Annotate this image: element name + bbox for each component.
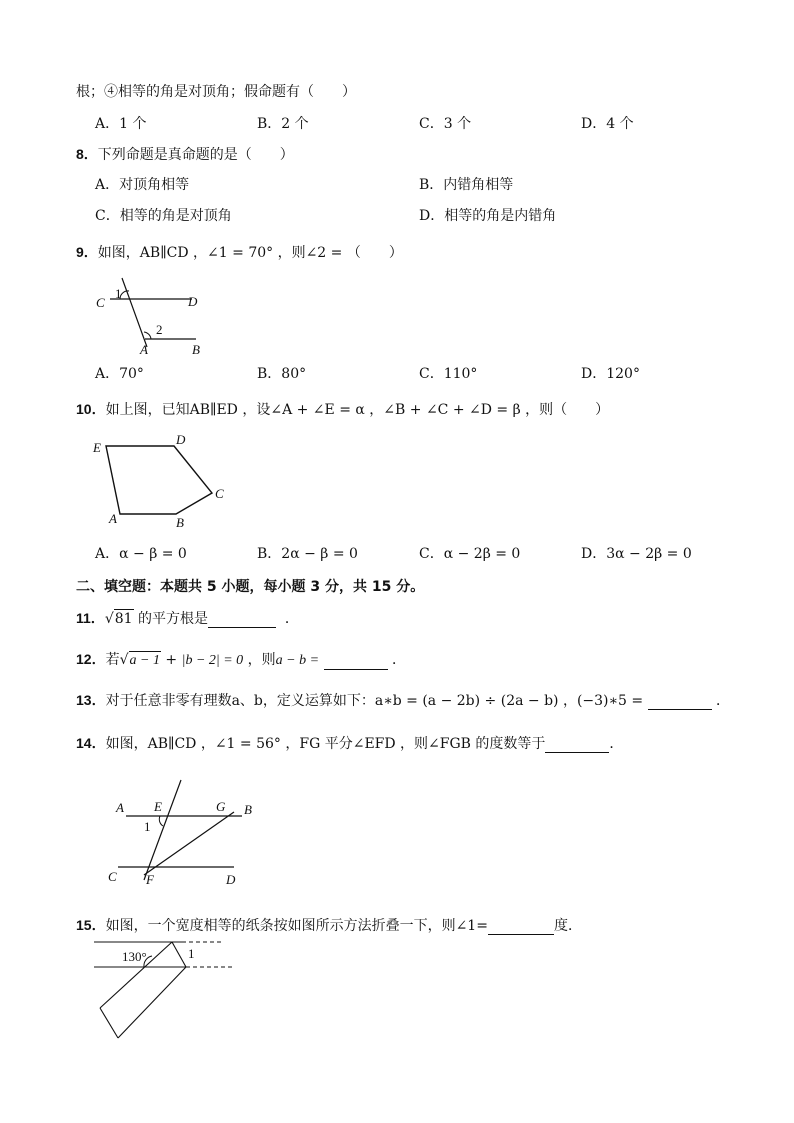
q12-expr: a − b = [275,653,320,668]
q7-option-b[interactable]: B．2 个 [257,116,309,132]
q11-number: 11． [76,610,105,626]
q7-stem-tail: 根；④相等的角是对顶角；假命题有（ ） [76,84,356,100]
q14-angle-1-arc [159,816,163,826]
q13-stem [76,691,730,710]
q10-label-d: D [176,432,186,447]
q10-figure [88,430,238,535]
q10-option-b[interactable]: B．2α − β = 0 [257,546,358,562]
q8-text: 下列命题是真命题的是（ ） [97,147,294,163]
q10-number: 10． [76,401,106,417]
q11-radical-sign: √ [104,611,114,627]
q11-text: 的平方根是 [138,611,209,627]
q12-radicand: a − 1 [129,653,160,668]
q9-label-2: 2 [156,322,163,337]
q12-stem: 12．若√a − 1 + |b − 2| = 0 ，则a − b = ． [76,651,406,668]
q13-text: 对于任意非零有理数a、b，定义运算如下：a∗b = (a − 2b) ÷ (2a − b) ，(−3)∗5 = [105,693,644,709]
q15-stem [76,916,582,935]
q9-option-d[interactable]: D．120° [581,366,640,382]
q13-end: ． [716,693,731,709]
q14-label-c: C [108,869,117,884]
q9-label-c: C [96,295,105,310]
q15-folded-end [100,1008,118,1038]
q9-label-b: B [192,342,200,357]
q14-end: ． [609,736,624,752]
q15-figure [88,934,248,1046]
q12-number: 12． [76,651,106,667]
q13-number: 13． [76,692,106,708]
q10-label-e: E [93,440,101,455]
q14-label-1: 1 [144,819,151,834]
q8-option-d[interactable]: D．相等的角是内错角 [419,208,557,224]
q7-option-d[interactable]: D．4 个 [581,116,634,132]
q8-option-b[interactable]: B．内错角相等 [419,177,514,193]
q8-number: 8． [76,146,98,162]
q12-radical-sign: √ [119,652,129,668]
q14-label-g: G [216,799,226,814]
q10-text: 如上图，已知AB∥ED ，设∠A + ∠E = α ，∠B + ∠C + ∠D = β ，则（ ） [105,402,610,418]
q9-label-1: 1 [115,286,122,301]
q10-option-d[interactable]: D．3α − 2β = 0 [581,546,692,562]
q15-number: 15． [76,917,106,933]
q10-label-c: C [215,486,224,501]
q13-answer-blank[interactable] [648,695,712,710]
q10-label-a: A [109,511,117,526]
q15-text: 如图，一个宽度相等的纸条按如图所示方法折叠一下，则∠1= [105,918,488,934]
q15-answer-blank[interactable] [488,920,554,935]
q9-option-c[interactable]: C．110° [419,366,478,382]
q9-number: 9． [76,244,98,260]
q8-option-c[interactable]: C．相等的角是对顶角 [95,208,232,224]
q14-number: 14． [76,735,106,751]
q14-figure [100,775,270,890]
q11-radicand: 81 [114,611,133,627]
q15-label-1: 1 [188,946,195,961]
q10-label-b: B [176,515,184,530]
q12-answer-blank[interactable] [324,655,388,670]
q15-fold-line [172,942,186,967]
q9-label-d: D [188,294,198,309]
q12-pre: 若 [105,652,120,668]
q9-text: 如图，AB∥CD ，∠1 = 70° ，则∠2 = （ ） [97,245,403,261]
q14-label-d: D [226,872,236,887]
q7-option-a[interactable]: A．1 个 [95,116,147,132]
q12-end: ． [391,652,406,668]
q7-option-c[interactable]: C．3 个 [419,116,472,132]
q9-angle-2-arc [144,332,151,339]
q9-transversal [122,278,147,347]
q10-pentagon [106,446,212,514]
q9-label-a: A [140,342,148,357]
q11-answer-blank[interactable] [208,613,276,628]
q12-mid: ，则 [247,652,276,668]
q8-stem [76,145,294,164]
q11-stem [76,609,299,628]
q10-option-a[interactable]: A．α − β = 0 [95,546,187,562]
q11-end: ． [284,611,299,627]
q10-option-c[interactable]: C．α − 2β = 0 [419,546,521,562]
q15-label-130: 130° [122,949,147,964]
section-2-heading: 二、填空题：本题共 5 小题，每小题 3 分，共 15 分。 [76,579,425,595]
q9-option-a[interactable]: A．70° [95,366,144,382]
q10-stem [76,400,609,419]
q9-figure [90,272,220,360]
q15-folded-edge-2 [118,967,186,1038]
q14-label-a: A [116,800,124,815]
q8-option-a[interactable]: A．对顶角相等 [95,177,190,193]
q14-label-f: F [146,872,154,887]
q9-stem [76,243,403,262]
q12-abs: |b − 2| = 0 [181,653,244,668]
q14-label-e: E [154,799,162,814]
q15-end: 度． [553,918,582,934]
q14-text: 如图，AB∥CD ，∠1 = 56° ，FG 平分∠EFD ，则∠FGB 的度数等于 [105,736,546,752]
q9-option-b[interactable]: B．80° [257,366,307,382]
q14-answer-blank[interactable] [545,738,609,753]
q14-stem [76,734,623,753]
q14-label-b: B [244,802,252,817]
